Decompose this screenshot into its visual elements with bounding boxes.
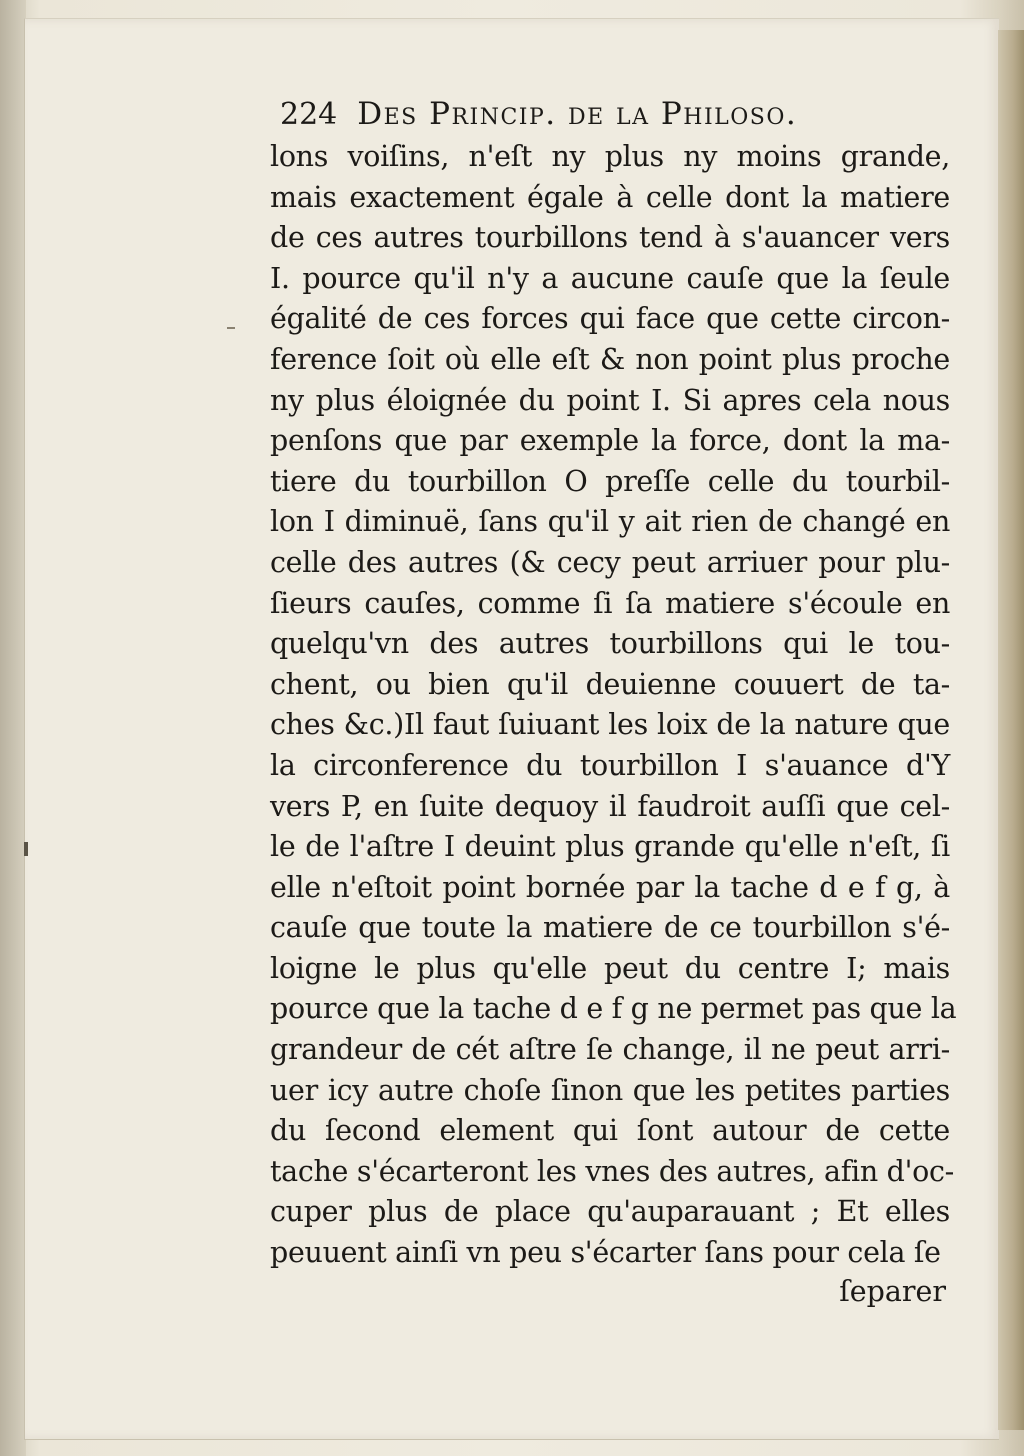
text-line: grandeur de cét aſtre ſe change, il ne peut arri- (270, 1033, 950, 1067)
text-line: du ſecond element qui ſont autour de cette (270, 1114, 950, 1148)
text-line: ference ſoit où elle eſt & non point plus proche (270, 342, 950, 376)
text-line: ny plus éloignée du point I. Si apres cela nous (270, 383, 950, 417)
text-line: peuuent ainſi vn peu s'écarter ſans pour cela ſe (270, 1236, 941, 1270)
text-line: celle des autres (& cecy peut arriuer pour plu- (270, 545, 950, 579)
text-line: mais exactement égale à celle dont la matiere (270, 180, 950, 214)
text-line: elle n'eſtoit point bornée par la tache d e f g, à (270, 870, 950, 904)
margin-dash-mark (227, 327, 235, 329)
text-line: quelqu'vn des autres tourbillons qui le tou- (270, 627, 950, 661)
text-line: lon I diminuë, ſans qu'il y ait rien de changé en (270, 505, 950, 539)
running-title: Des Princip. de la Philoso. (357, 96, 798, 132)
binding-mark (24, 842, 28, 856)
text-line: I. pource qu'il n'y a aucune cauſe que la ſeule (270, 261, 950, 295)
text-line: cauſe que toute la matiere de ce tourbillon s'é- (270, 911, 950, 945)
text-line: le de l'aſtre I deuint plus grande qu'elle n'eſt, ſi (270, 830, 950, 864)
text-line: ſieurs cauſes, comme ſi ſa matiere s'écoule en (270, 586, 950, 620)
text-line: lons voiſins, n'eſt ny plus ny moins grande, (270, 140, 950, 173)
text-line: tache s'écarteront les vnes des autres, afin d'oc- (270, 1154, 954, 1188)
right-page-edge (998, 30, 1024, 1430)
page-number: 224 (280, 97, 338, 132)
page-header (280, 96, 950, 140)
text-line: uer icy autre choſe ſinon que les petites parties (270, 1073, 950, 1107)
text-line: la circonference du tourbillon I s'auance d'Y (270, 748, 950, 782)
text-line: cuper plus de place qu'auparauant ; Et elles (270, 1195, 950, 1229)
text-line: loigne le plus qu'elle peut du centre I; mais (270, 951, 950, 985)
text-line: de ces autres tourbillons tend à s'auancer vers (270, 221, 950, 255)
text-line: penſons que par exemple la force, dont la ma- (270, 424, 950, 458)
text-line: tiere du tourbillon O preſſe celle du tourbil- (270, 464, 950, 498)
left-page-edge (0, 0, 26, 1456)
text-line: égalité de ces forces qui face que cette circon- (270, 302, 950, 336)
text-line: chent, ou bien qu'il deuienne couuert de ta- (270, 667, 950, 701)
text-line: ches &c.)Il faut ſuiuant les loix de la nature que (270, 708, 950, 742)
catchword: ſeparer (839, 1275, 946, 1308)
text-line: vers P, en ſuite dequoy il faudroit auſſi que cel- (270, 789, 950, 823)
body-text (270, 137, 957, 1274)
text-line: pource que la tache d e f g ne permet pas que la (270, 992, 957, 1026)
